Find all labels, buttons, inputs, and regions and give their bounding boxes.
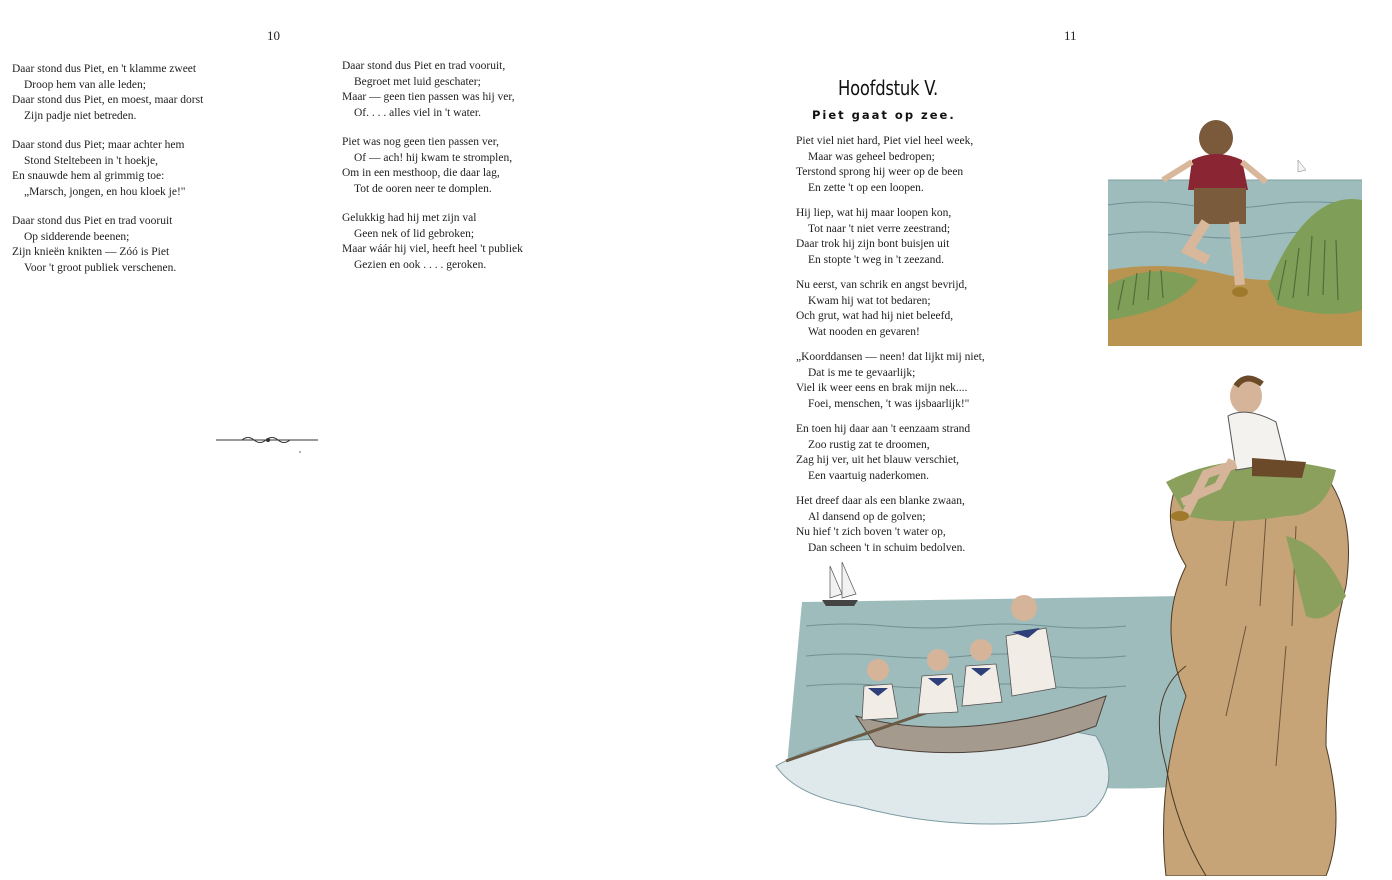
stanza xyxy=(796,206,985,268)
poem-line: Gezien en ook . . . . geroken. xyxy=(354,258,487,271)
poem-line: Dan scheen 't in schuim bedolven. xyxy=(808,541,966,554)
poem-line: Hij liep, wat hij maar loopen kon, xyxy=(796,207,952,219)
poem-line: En toen hij daar aan 't eenzaam strand xyxy=(796,423,971,435)
poem-line: Geen nek of lid gebroken; xyxy=(354,227,475,240)
illustration-boy-running xyxy=(1108,110,1362,346)
poem-line: Foei, menschen, 't was ijsbaarlijk!" xyxy=(808,397,970,410)
poem-line: Zag hij ver, uit het blauw verschiet, xyxy=(796,454,960,466)
poem-line: Piet was nog geen tien passen ver, xyxy=(342,136,499,148)
poem-line: Zoo rustig zat te droomen, xyxy=(808,438,930,451)
stanza xyxy=(796,134,985,196)
stanza xyxy=(342,59,523,121)
poem-line: Och grut, wat had hij niet beleefd, xyxy=(796,310,954,322)
poem-line: Daar stond dus Piet; maar achter hem xyxy=(12,139,185,151)
poem-line: Dat is me te gevaarlijk; xyxy=(808,366,916,379)
poem-line: „Koorddansen — neen! dat lijkt mij niet, xyxy=(796,351,985,363)
left-poem-column-1 xyxy=(12,62,203,290)
illustration-boat-and-cliff xyxy=(766,366,1366,876)
left-poem-column-2 xyxy=(342,59,523,287)
poem-line: Piet viel niet hard, Piet viel heel week, xyxy=(796,135,974,147)
chapter-title: Hoofdstuk V. xyxy=(838,76,939,100)
poem-line: Daar stond dus Piet, en moest, maar dorst xyxy=(12,94,204,106)
poem-line: Kwam hij wat tot bedaren; xyxy=(808,294,931,307)
poem-line: Zijn knieën knikten — Zóó is Piet xyxy=(12,246,170,258)
stanza xyxy=(12,138,203,200)
poem-line: Een vaartuig naderkomen. xyxy=(808,469,930,482)
poem-line: Viel ik weer eens en brak mijn nek.... xyxy=(796,382,968,394)
stanza xyxy=(12,62,203,124)
poem-line: Of — ach! hij kwam te stromplen, xyxy=(354,151,513,164)
stanza xyxy=(12,214,203,276)
poem-line: En zette 't op een loopen. xyxy=(808,181,924,194)
poem-line: Nu eerst, van schrik en angst bevrijd, xyxy=(796,279,968,291)
poem-line: Zijn padje niet betreden. xyxy=(24,109,137,122)
poem-line: Daar trok hij zijn bont buisjen uit xyxy=(796,238,950,250)
ornament-divider xyxy=(214,432,322,458)
poem-line: En stopte 't weg in 't zeezand. xyxy=(808,253,945,266)
poem-line: Om in een mesthoop, die daar lag, xyxy=(342,167,500,179)
poem-line: Maar wáár hij viel, heeft heel 't publiek xyxy=(342,243,523,255)
poem-line: Daar stond dus Piet, en 't klamme zweet xyxy=(12,63,197,75)
poem-line: Al dansend op de golven; xyxy=(808,510,926,523)
left-page-number: 10 xyxy=(267,28,280,43)
sailing-ship xyxy=(822,562,858,606)
poem-line: Voor 't groot publiek verschenen. xyxy=(24,261,177,274)
stanza xyxy=(796,278,985,340)
poem-line: Terstond sprong hij weer op de been xyxy=(796,166,964,178)
poem-line: Wat nooden en gevaren! xyxy=(808,325,920,338)
poem-line: Maar — geen tien passen was hij ver, xyxy=(342,91,515,103)
poem-line: Maar was geheel bedropen; xyxy=(808,150,935,163)
poem-line: Op sidderende beenen; xyxy=(24,230,130,243)
right-page-number: 11 xyxy=(1064,28,1077,43)
poem-line: „Marsch, jongen, en hou kloek je!" xyxy=(24,185,186,198)
poem-line: Of. . . . alles viel in 't water. xyxy=(354,106,481,119)
poem-line: Daar stond dus Piet en trad vooruit, xyxy=(342,60,506,72)
stanza xyxy=(342,211,523,273)
poem-line: Begroet met luid geschater; xyxy=(354,75,481,88)
poem-line: En snauwde hem al grimmig toe: xyxy=(12,170,165,182)
poem-line: Het dreef daar als een blanke zwaan, xyxy=(796,495,965,507)
stanza xyxy=(342,135,523,197)
poem-line: Stond Steltebeen in 't hoekje, xyxy=(24,154,158,167)
chapter-subtitle: Piet gaat op zee. xyxy=(812,108,956,122)
poem-line: Droop hem van alle leden; xyxy=(24,78,146,91)
poem-line: Tot naar 't niet verre zeestrand; xyxy=(808,222,951,235)
poem-line: Nu hief 't zich boven 't water op, xyxy=(796,526,946,538)
poem-line: Tot de ooren neer te domplen. xyxy=(354,182,492,195)
poem-line: Daar stond dus Piet en trad vooruit xyxy=(12,215,173,227)
poem-line: Gelukkig had hij met zijn val xyxy=(342,212,477,224)
